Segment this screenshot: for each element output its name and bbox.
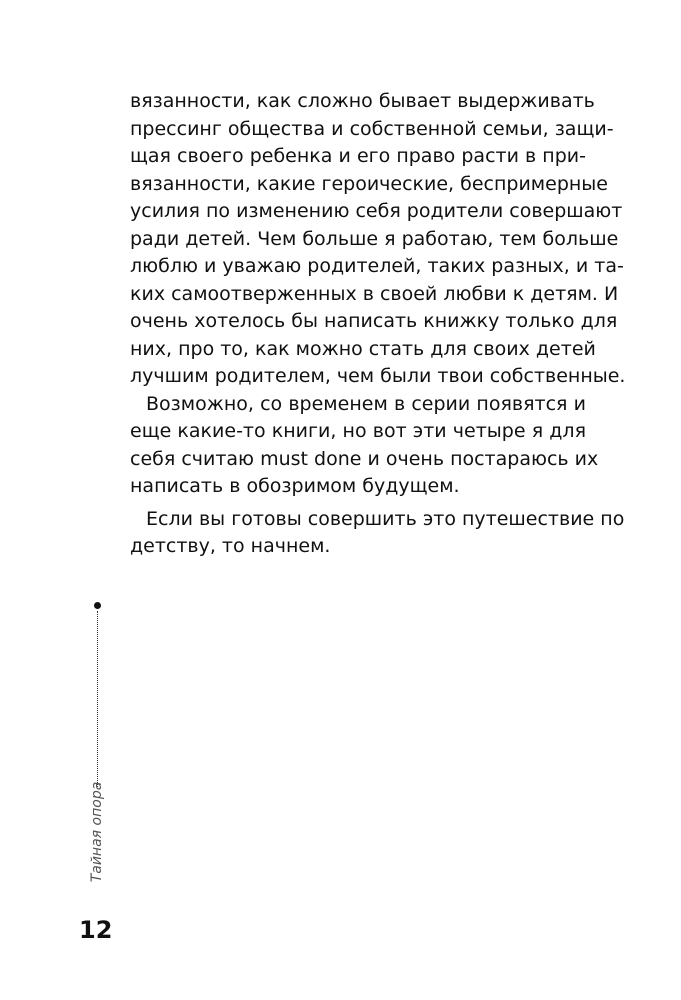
text-line: Возможно, со временем в серии появятся и [146,392,586,415]
text-line: ради детей. Чем больше я работаю, тем больше [130,227,619,250]
text-line: себя считаю must done и очень постараюсь их [130,447,599,470]
text-line: вязанности, как сложно бывает выдерживать [130,90,595,112]
body-text [130,88,626,561]
text-line: еще какие-то книги, но вот эти четыре я для [130,420,586,442]
text-line: детству, то начнем. [130,535,331,557]
page-number: 12 [79,916,113,944]
rule-bullet-dot [94,602,101,609]
paragraph [130,88,626,391]
text-line: щая своего ребенка и его право расти в при- [130,145,586,167]
paragraph [130,391,599,501]
text-line: люблю и уважаю родителей, таких разных, и та- [130,255,624,277]
side-dotted-rule [90,602,104,787]
text-line: написать в обозримом будущем. [130,475,460,497]
text-line: очень хотелось бы написать книжку только для [130,310,618,332]
running-title: Тайная опора [89,781,105,883]
text-line: лучшим родителем, чем были твои собственные. [130,365,626,387]
text-line: вязанности, какие героические, беспримерные [130,172,608,195]
text-line: прессинг общества и собственной семьи, защи- [130,117,614,140]
rule-dotted-line [97,611,98,787]
text-line: них, про то, как можно стать для своих детей [130,337,596,360]
paragraph [130,506,625,561]
text-line: Если вы готовы совершить это путешествие по [146,507,625,530]
text-line: усилия по изменению себя родители совершают [130,200,623,222]
text-line: ких самоотверженных в своей любви к детям. И [130,282,619,305]
